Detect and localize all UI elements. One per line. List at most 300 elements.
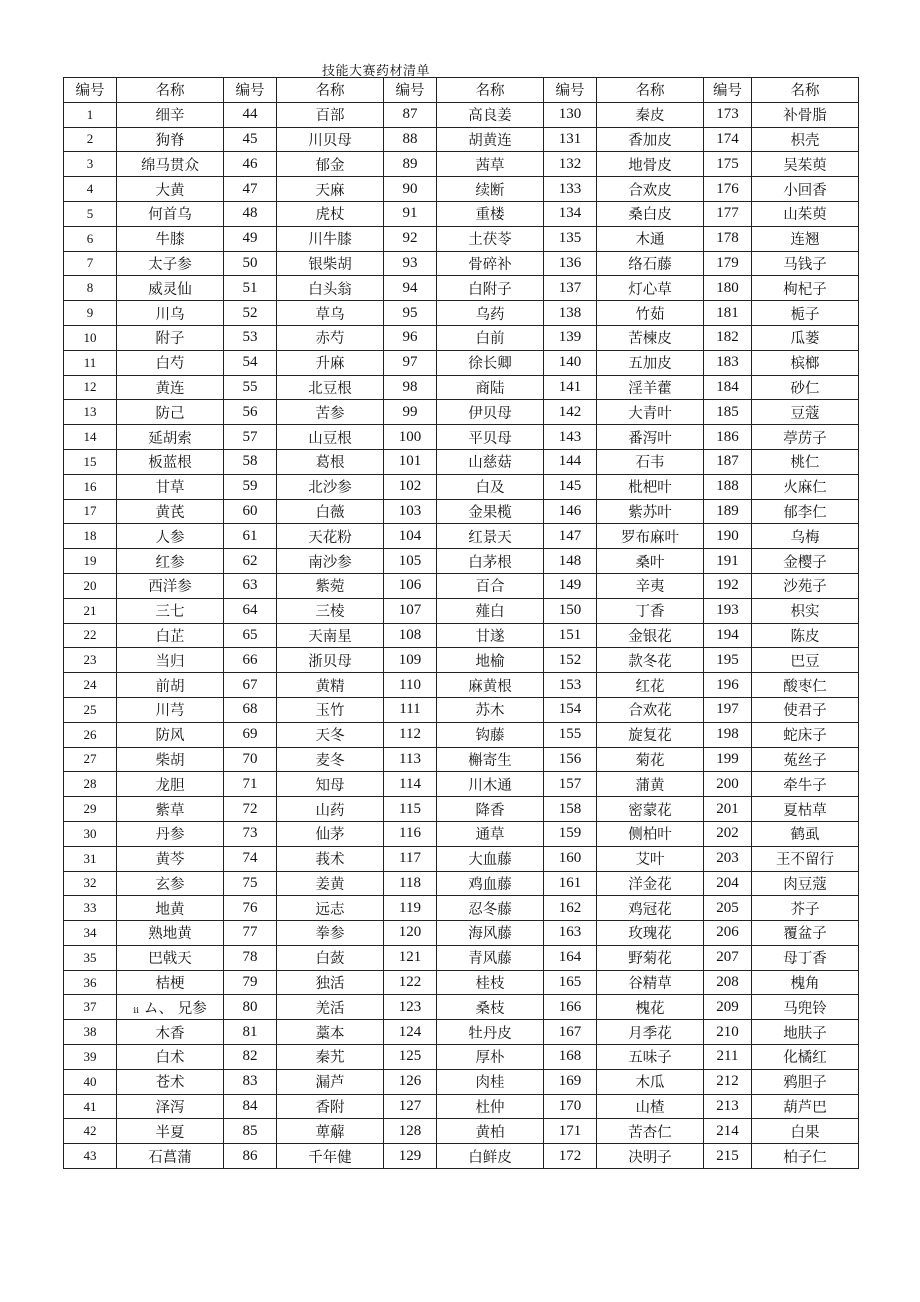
- herb-name-cell: 土茯苓: [437, 226, 544, 251]
- herb-name-cell: 黄柏: [437, 1119, 544, 1144]
- herb-name-cell: 鸦胆子: [752, 1069, 859, 1094]
- herb-name-cell: 熟地黄: [117, 921, 224, 946]
- herb-name-cell: 龙胆: [117, 772, 224, 797]
- herb-number-cell: 205: [704, 896, 752, 921]
- herb-number-cell: 185: [704, 400, 752, 425]
- herb-number-cell: 108: [384, 623, 437, 648]
- herb-name-cell: 牡丹皮: [437, 1020, 544, 1045]
- herb-name-cell: 苦楝皮: [597, 325, 704, 350]
- herb-number-cell: 191: [704, 549, 752, 574]
- herb-name-cell: 槲寄生: [437, 747, 544, 772]
- herb-number-cell: 134: [544, 201, 597, 226]
- herb-number-cell: 33: [64, 896, 117, 921]
- herb-number-cell: 2: [64, 127, 117, 152]
- herb-name-cell: 牵牛子: [752, 772, 859, 797]
- herb-number-cell: 166: [544, 995, 597, 1020]
- herb-name-cell: 柏子仁: [752, 1144, 859, 1169]
- herb-name-cell: 白薇: [277, 499, 384, 524]
- herb-name-cell: 乌药: [437, 301, 544, 326]
- herb-name-cell: 金樱子: [752, 549, 859, 574]
- herb-number-cell: 44: [224, 102, 277, 127]
- table-row: [64, 201, 859, 226]
- herb-number-cell: 157: [544, 772, 597, 797]
- herb-number-cell: 210: [704, 1020, 752, 1045]
- herb-name-cell: 砂仁: [752, 375, 859, 400]
- herb-number-cell: 78: [224, 945, 277, 970]
- herb-name-cell: 北沙参: [277, 474, 384, 499]
- herb-number-cell: 196: [704, 673, 752, 698]
- herb-name-cell: 姜黄: [277, 871, 384, 896]
- herb-number-cell: 156: [544, 747, 597, 772]
- herb-number-cell: 12: [64, 375, 117, 400]
- herb-name-cell: 柴胡: [117, 747, 224, 772]
- herb-number-cell: 92: [384, 226, 437, 251]
- herb-name-cell: 五加皮: [597, 350, 704, 375]
- herb-name-cell: 板蓝根: [117, 449, 224, 474]
- herb-name-cell: 黄连: [117, 375, 224, 400]
- herb-number-cell: 198: [704, 722, 752, 747]
- herb-name-cell: 前胡: [117, 673, 224, 698]
- table-row: [64, 921, 859, 946]
- herb-name-cell: 连翘: [752, 226, 859, 251]
- herb-name-cell: 山楂: [597, 1094, 704, 1119]
- herb-number-cell: 43: [64, 1144, 117, 1169]
- herb-name-cell: 使君子: [752, 697, 859, 722]
- herb-name-cell: 续断: [437, 177, 544, 202]
- herb-number-cell: 61: [224, 524, 277, 549]
- herb-number-cell: 65: [224, 623, 277, 648]
- herb-name-cell: 半夏: [117, 1119, 224, 1144]
- herb-name-cell: 高良姜: [437, 102, 544, 127]
- herb-name-cell: 乌梅: [752, 524, 859, 549]
- herb-name-cell: 槐角: [752, 970, 859, 995]
- herb-number-cell: 164: [544, 945, 597, 970]
- herb-name-cell: 巴豆: [752, 648, 859, 673]
- herb-number-cell: 182: [704, 325, 752, 350]
- herb-name-cell: 枸杞子: [752, 276, 859, 301]
- herb-name-cell: 天花粉: [277, 524, 384, 549]
- herb-name-cell: 合欢花: [597, 697, 704, 722]
- herb-name-cell: 远志: [277, 896, 384, 921]
- herb-number-cell: 11: [64, 350, 117, 375]
- herb-name-cell: 肉豆蔻: [752, 871, 859, 896]
- herb-name-cell: 地黄: [117, 896, 224, 921]
- herb-number-cell: 163: [544, 921, 597, 946]
- herb-number-cell: 115: [384, 797, 437, 822]
- herb-name-cell: 川木通: [437, 772, 544, 797]
- herb-name-cell: 淫羊藿: [597, 375, 704, 400]
- herb-number-cell: 64: [224, 598, 277, 623]
- table-row: [64, 846, 859, 871]
- herb-number-cell: 49: [224, 226, 277, 251]
- herb-number-cell: 146: [544, 499, 597, 524]
- herb-name-cell: 地榆: [437, 648, 544, 673]
- herb-number-cell: 68: [224, 697, 277, 722]
- herb-name-cell: 太子参: [117, 251, 224, 276]
- herb-name-cell: 白茅根: [437, 549, 544, 574]
- herb-name-cell: 葫芦巴: [752, 1094, 859, 1119]
- herb-number-cell: 95: [384, 301, 437, 326]
- herb-name-cell: 月季花: [597, 1020, 704, 1045]
- herb-number-cell: 107: [384, 598, 437, 623]
- herb-name-cell: 吴茱萸: [752, 152, 859, 177]
- herb-number-cell: 110: [384, 673, 437, 698]
- herb-number-cell: 59: [224, 474, 277, 499]
- herb-number-cell: 17: [64, 499, 117, 524]
- header-name: 名称: [752, 78, 859, 103]
- herb-number-cell: 151: [544, 623, 597, 648]
- herb-number-cell: 96: [384, 325, 437, 350]
- herb-name-cell: 大黄: [117, 177, 224, 202]
- herb-number-cell: 200: [704, 772, 752, 797]
- herb-name-cell: 旋复花: [597, 722, 704, 747]
- herb-number-cell: 45: [224, 127, 277, 152]
- herb-number-cell: 57: [224, 425, 277, 450]
- herb-name-cell: 豆蔻: [752, 400, 859, 425]
- herb-number-cell: 148: [544, 549, 597, 574]
- table-row: [64, 1069, 859, 1094]
- table-row: [64, 598, 859, 623]
- herb-number-cell: 74: [224, 846, 277, 871]
- herb-number-cell: 121: [384, 945, 437, 970]
- herb-name-cell: 决明子: [597, 1144, 704, 1169]
- herb-name-cell: 三棱: [277, 598, 384, 623]
- herb-name-cell: 伊贝母: [437, 400, 544, 425]
- herb-number-cell: 29: [64, 797, 117, 822]
- header-name: 名称: [117, 78, 224, 103]
- herb-number-cell: 1: [64, 102, 117, 127]
- herb-number-cell: 152: [544, 648, 597, 673]
- herb-number-cell: 120: [384, 921, 437, 946]
- herb-name-cell: 麻黄根: [437, 673, 544, 698]
- herb-number-cell: 46: [224, 152, 277, 177]
- herb-number-cell: 77: [224, 921, 277, 946]
- herb-number-cell: 195: [704, 648, 752, 673]
- herb-name-cell: 黄精: [277, 673, 384, 698]
- herb-number-cell: 158: [544, 797, 597, 822]
- herb-name-cell: 葛根: [277, 449, 384, 474]
- herb-name-cell: 罗布麻叶: [597, 524, 704, 549]
- herb-name-cell: 密蒙花: [597, 797, 704, 822]
- herb-name-cell: 平贝母: [437, 425, 544, 450]
- herb-name-cell: 马钱子: [752, 251, 859, 276]
- table-row: [64, 673, 859, 698]
- herb-name-cell: 威灵仙: [117, 276, 224, 301]
- herb-number-cell: 132: [544, 152, 597, 177]
- table-row: [64, 251, 859, 276]
- table-row: [64, 301, 859, 326]
- herb-name-cell: 桂枝: [437, 970, 544, 995]
- herb-name-cell: 化橘红: [752, 1045, 859, 1070]
- herb-number-cell: 183: [704, 350, 752, 375]
- herb-number-cell: 133: [544, 177, 597, 202]
- herb-name-cell: 天南星: [277, 623, 384, 648]
- herb-name-cell: 大血藤: [437, 846, 544, 871]
- herb-name-cell: 石韦: [597, 449, 704, 474]
- herb-number-cell: 124: [384, 1020, 437, 1045]
- herb-number-cell: 208: [704, 970, 752, 995]
- herb-name-cell: 桔梗: [117, 970, 224, 995]
- herb-name-cell: 漏芦: [277, 1069, 384, 1094]
- header-number: 编号: [224, 78, 277, 103]
- herb-number-cell: 47: [224, 177, 277, 202]
- herb-number-cell: 194: [704, 623, 752, 648]
- herb-number-cell: 214: [704, 1119, 752, 1144]
- herb-number-cell: 89: [384, 152, 437, 177]
- herb-number-cell: 51: [224, 276, 277, 301]
- herb-number-cell: 167: [544, 1020, 597, 1045]
- herb-number-cell: 212: [704, 1069, 752, 1094]
- herb-name-cell: 白芷: [117, 623, 224, 648]
- herb-number-cell: 99: [384, 400, 437, 425]
- herb-number-cell: 41: [64, 1094, 117, 1119]
- herb-number-cell: 103: [384, 499, 437, 524]
- herb-number-cell: 69: [224, 722, 277, 747]
- herb-number-cell: 86: [224, 1144, 277, 1169]
- table-row: [64, 152, 859, 177]
- herb-name-cell: 五味子: [597, 1045, 704, 1070]
- herb-name-cell: 香加皮: [597, 127, 704, 152]
- herb-name-cell: 秦皮: [597, 102, 704, 127]
- herb-number-cell: 63: [224, 573, 277, 598]
- herb-number-cell: 197: [704, 697, 752, 722]
- herb-name-cell: 麦冬: [277, 747, 384, 772]
- herb-number-cell: 27: [64, 747, 117, 772]
- herb-number-cell: 10: [64, 325, 117, 350]
- herb-name-cell: 辛夷: [597, 573, 704, 598]
- herb-name-cell: 鹤虱: [752, 821, 859, 846]
- herb-number-cell: 20: [64, 573, 117, 598]
- herb-number-cell: 15: [64, 449, 117, 474]
- herb-name-cell: 川芎: [117, 697, 224, 722]
- herb-number-cell: 127: [384, 1094, 437, 1119]
- herb-number-cell: 145: [544, 474, 597, 499]
- herb-name-cell: 枳壳: [752, 127, 859, 152]
- herb-number-cell: 93: [384, 251, 437, 276]
- herb-number-cell: 117: [384, 846, 437, 871]
- herb-number-cell: 142: [544, 400, 597, 425]
- herb-list-table: [63, 77, 859, 1169]
- herb-number-cell: 104: [384, 524, 437, 549]
- herb-number-cell: 192: [704, 573, 752, 598]
- herb-number-cell: 109: [384, 648, 437, 673]
- table-row: [64, 127, 859, 152]
- table-row: [64, 821, 859, 846]
- herb-number-cell: 171: [544, 1119, 597, 1144]
- herb-number-cell: 177: [704, 201, 752, 226]
- herb-name-cell: 补骨脂: [752, 102, 859, 127]
- table-row: [64, 648, 859, 673]
- table-row: [64, 549, 859, 574]
- herb-number-cell: 116: [384, 821, 437, 846]
- herb-name-cell: 牛膝: [117, 226, 224, 251]
- herb-name-cell: 小回香: [752, 177, 859, 202]
- herb-name-cell: 竹茹: [597, 301, 704, 326]
- herb-name-cell: 菊花: [597, 747, 704, 772]
- herb-number-cell: 36: [64, 970, 117, 995]
- table-row: [64, 995, 859, 1020]
- herb-name-cell: 酸枣仁: [752, 673, 859, 698]
- herb-number-cell: 128: [384, 1119, 437, 1144]
- herb-name-cell: 郁李仁: [752, 499, 859, 524]
- herb-name-cell: 狗脊: [117, 127, 224, 152]
- herb-name-cell: 桑白皮: [597, 201, 704, 226]
- herb-name-cell: 黄芪: [117, 499, 224, 524]
- table-row: [64, 325, 859, 350]
- herb-number-cell: 98: [384, 375, 437, 400]
- table-row: [64, 276, 859, 301]
- herb-name-cell: 重楼: [437, 201, 544, 226]
- table-row: [64, 797, 859, 822]
- header-number: 编号: [544, 78, 597, 103]
- herb-name-cell: 蛇床子: [752, 722, 859, 747]
- herb-number-cell: 112: [384, 722, 437, 747]
- header-number: 编号: [64, 78, 117, 103]
- table-row: [64, 400, 859, 425]
- herb-name-cell: 瓜蒌: [752, 325, 859, 350]
- herb-number-cell: 106: [384, 573, 437, 598]
- herb-number-cell: 21: [64, 598, 117, 623]
- herb-name-cell: 附子: [117, 325, 224, 350]
- herb-number-cell: 209: [704, 995, 752, 1020]
- herb-number-cell: 75: [224, 871, 277, 896]
- herb-name-cell: 紫菀: [277, 573, 384, 598]
- herb-number-cell: 100: [384, 425, 437, 450]
- herb-name-cell: 南沙参: [277, 549, 384, 574]
- herb-number-cell: 125: [384, 1045, 437, 1070]
- herb-number-cell: 186: [704, 425, 752, 450]
- herb-name-cell: 忍冬藤: [437, 896, 544, 921]
- herb-name-cell: 藁本: [277, 1020, 384, 1045]
- herb-number-cell: 13: [64, 400, 117, 425]
- table-row: [64, 102, 859, 127]
- herb-number-cell: 213: [704, 1094, 752, 1119]
- herb-number-cell: 126: [384, 1069, 437, 1094]
- herb-name-cell: 桑枝: [437, 995, 544, 1020]
- herb-number-cell: 35: [64, 945, 117, 970]
- herb-number-cell: 215: [704, 1144, 752, 1169]
- herb-name-cell: 莪术: [277, 846, 384, 871]
- herb-name-cell: 金果榄: [437, 499, 544, 524]
- herb-name-cell: 谷精草: [597, 970, 704, 995]
- herb-name-cell: 槟榔: [752, 350, 859, 375]
- herb-name-cell: 玫瑰花: [597, 921, 704, 946]
- herb-name-cell: 细辛: [117, 102, 224, 127]
- herb-name-cell: 红花: [597, 673, 704, 698]
- herb-number-cell: 150: [544, 598, 597, 623]
- herb-name-cell: 甘草: [117, 474, 224, 499]
- table-row: [64, 425, 859, 450]
- herb-number-cell: 170: [544, 1094, 597, 1119]
- herb-number-cell: 179: [704, 251, 752, 276]
- herb-name-cell: 知母: [277, 772, 384, 797]
- herb-number-cell: 53: [224, 325, 277, 350]
- table-row: [64, 449, 859, 474]
- herb-number-cell: 137: [544, 276, 597, 301]
- herb-number-cell: 18: [64, 524, 117, 549]
- herb-number-cell: 71: [224, 772, 277, 797]
- herb-name-cell: 灯心草: [597, 276, 704, 301]
- herb-name-cell: 萆薢: [277, 1119, 384, 1144]
- herb-name-cell: 甘遂: [437, 623, 544, 648]
- herb-number-cell: 140: [544, 350, 597, 375]
- table-row: [64, 375, 859, 400]
- herb-name-cell: 木通: [597, 226, 704, 251]
- header-name: 名称: [437, 78, 544, 103]
- herb-number-cell: 139: [544, 325, 597, 350]
- herb-number-cell: 190: [704, 524, 752, 549]
- herb-name-cell: 虎杖: [277, 201, 384, 226]
- herb-number-cell: 141: [544, 375, 597, 400]
- herb-name-cell: 青风藤: [437, 945, 544, 970]
- herb-name-cell: 海风藤: [437, 921, 544, 946]
- header-row: [64, 78, 859, 103]
- herb-number-cell: 3: [64, 152, 117, 177]
- herb-name-cell: 白芍: [117, 350, 224, 375]
- herb-number-cell: 24: [64, 673, 117, 698]
- herb-number-cell: 136: [544, 251, 597, 276]
- herb-number-cell: 82: [224, 1045, 277, 1070]
- table-row: [64, 623, 859, 648]
- table-row: [64, 1045, 859, 1070]
- herb-name-cell: 骨碎补: [437, 251, 544, 276]
- herb-number-cell: 83: [224, 1069, 277, 1094]
- herb-name-cell: 白蔹: [277, 945, 384, 970]
- herb-name-cell: ᵢᵢ ム、 兄参: [117, 995, 224, 1020]
- herb-number-cell: 25: [64, 697, 117, 722]
- herb-name-cell: 栀子: [752, 301, 859, 326]
- herb-name-cell: 通草: [437, 821, 544, 846]
- herb-name-cell: 地肤子: [752, 1020, 859, 1045]
- herb-name-cell: 苦杏仁: [597, 1119, 704, 1144]
- herb-number-cell: 173: [704, 102, 752, 127]
- herb-name-cell: 天冬: [277, 722, 384, 747]
- herb-name-cell: 防风: [117, 722, 224, 747]
- herb-name-cell: 番泻叶: [597, 425, 704, 450]
- herb-name-cell: 茜草: [437, 152, 544, 177]
- herb-number-cell: 81: [224, 1020, 277, 1045]
- table-row: [64, 1144, 859, 1169]
- table-row: [64, 177, 859, 202]
- herb-number-cell: 149: [544, 573, 597, 598]
- herb-number-cell: 144: [544, 449, 597, 474]
- herb-number-cell: 52: [224, 301, 277, 326]
- table-row: [64, 226, 859, 251]
- herb-number-cell: 5: [64, 201, 117, 226]
- herb-number-cell: 19: [64, 549, 117, 574]
- herb-name-cell: 金银花: [597, 623, 704, 648]
- herb-name-cell: 仙茅: [277, 821, 384, 846]
- herb-name-cell: 络石藤: [597, 251, 704, 276]
- herb-name-cell: 苏木: [437, 697, 544, 722]
- herb-name-cell: 葶苈子: [752, 425, 859, 450]
- herb-name-cell: 艾叶: [597, 846, 704, 871]
- herb-number-cell: 91: [384, 201, 437, 226]
- herb-name-cell: 防己: [117, 400, 224, 425]
- herb-number-cell: 113: [384, 747, 437, 772]
- herb-name-cell: 白果: [752, 1119, 859, 1144]
- table-row: [64, 945, 859, 970]
- herb-number-cell: 165: [544, 970, 597, 995]
- herb-name-cell: 大青叶: [597, 400, 704, 425]
- header-number: 编号: [704, 78, 752, 103]
- herb-number-cell: 159: [544, 821, 597, 846]
- herb-name-cell: 百合: [437, 573, 544, 598]
- herb-number-cell: 188: [704, 474, 752, 499]
- herb-name-cell: 商陆: [437, 375, 544, 400]
- herb-name-cell: 玄参: [117, 871, 224, 896]
- herb-number-cell: 90: [384, 177, 437, 202]
